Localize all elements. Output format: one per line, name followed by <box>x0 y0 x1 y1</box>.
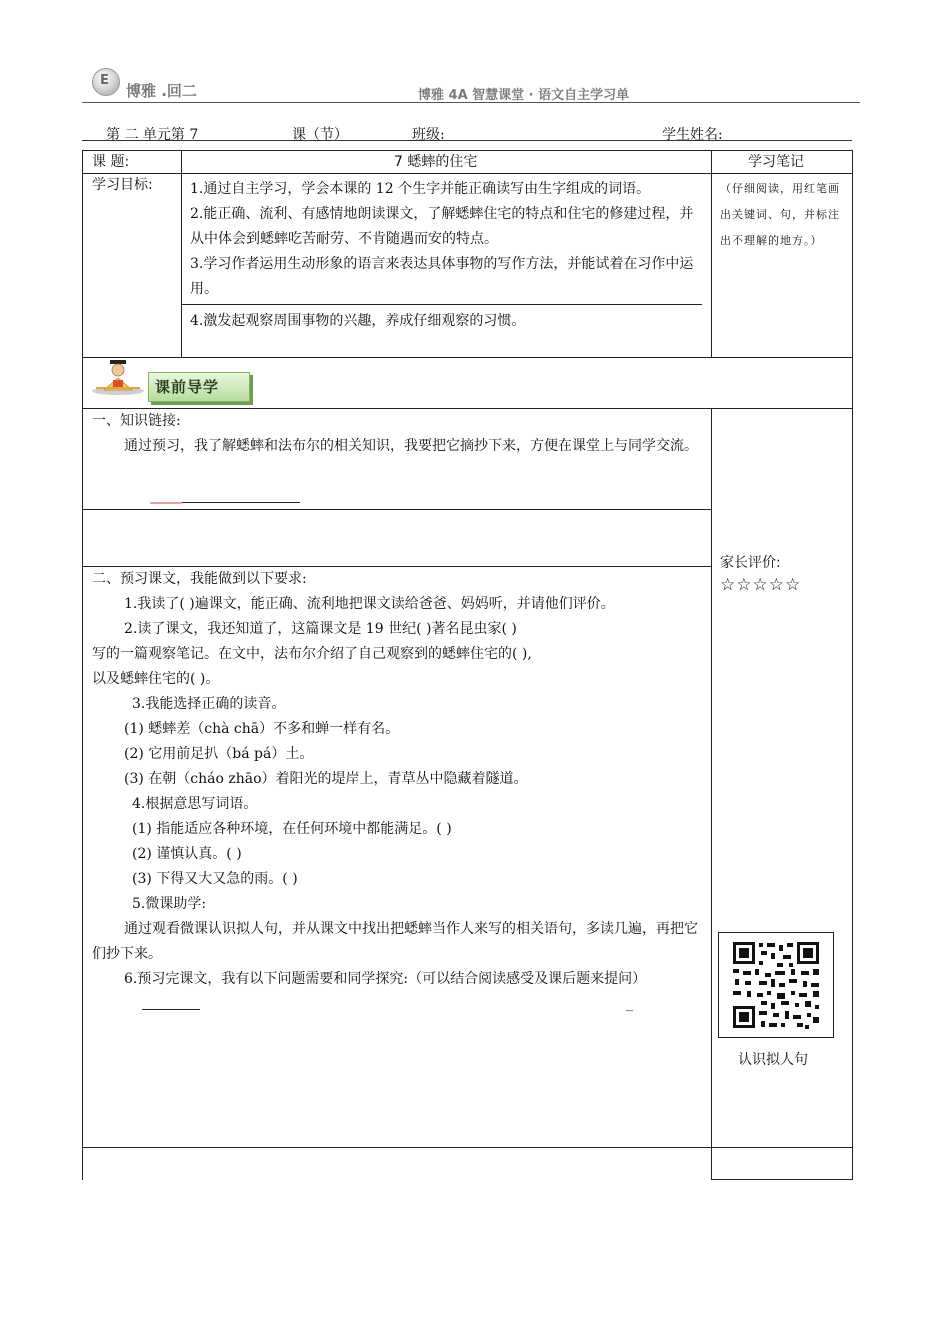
question-6-answer-line[interactable] <box>142 1009 200 1010</box>
question-5: 5.微课助学: <box>132 896 207 912</box>
learning-goal-item: 1.通过自主学习，学会本课的 12 个生字并能正确读写由生字组成的词语。 <box>190 181 651 197</box>
brand-logo-icon <box>92 68 120 96</box>
header-rule <box>82 102 860 103</box>
learning-goals-list <box>190 177 706 334</box>
question-4-item: (1) 指能适应各种环境，在任何环境中都能满足。( ) <box>132 821 452 837</box>
question-2-line-2: 写的一篇观察笔记。在文中，法布尔介绍了自己观察到的蟋蟀住宅的( ), <box>92 646 532 662</box>
preview-section <box>92 567 706 992</box>
question-2-line-1: 2.读了课文，我还知道了，这篇课文是 19 世纪( )著名昆虫家( ) <box>124 621 517 637</box>
topic-label: 课 题: <box>92 154 130 170</box>
stray-underscore: _ <box>626 996 633 1012</box>
question-5-text: 通过观看微课认识拟人句，并从课文中找出把蟋蟀当作人来写的相关语句，多读几遍，再把它们抄下来。 <box>92 921 698 962</box>
preview-heading: 二、预习课文，我能做到以下要求: <box>92 571 307 587</box>
goal-divider <box>182 304 702 305</box>
question-1: 1.我读了( )遍课文，能正确、流利地把课文读给爸爸、妈妈听，并请他们评价。 <box>124 596 615 612</box>
question-4-item: (2) 谨慎认真。( ) <box>132 846 242 862</box>
question-3: 3.我能选择正确的读音。 <box>132 696 286 712</box>
lesson-section-label: 课（节） <box>292 127 348 143</box>
parent-eval-stars[interactable]: ☆☆☆☆☆ <box>720 575 802 595</box>
study-notes-header: 学习笔记 <box>748 154 804 170</box>
qr-caption: 认识拟人句 <box>738 1052 808 1068</box>
pre-study-banner-text: 课前导学 <box>155 378 220 396</box>
question-2-line-3: 以及蟋蟀住宅的( )。 <box>92 671 220 687</box>
lesson-title: 7 蟋蟀的住宅 <box>394 154 478 170</box>
question-4-item: (3) 下得又大又急的雨。( ) <box>132 871 298 887</box>
unit-line-rule <box>82 140 852 141</box>
notes-hint: （仔细阅读，用红笔画出关键词、句，并标注出不理解的地方。） <box>720 182 840 247</box>
parent-eval-label: 家长评价: <box>720 555 781 571</box>
knowledge-link-text: 通过预习，我了解蟋蟀和法布尔的相关知识，我要把它摘抄下来，方便在课堂上与同学交流。 <box>124 438 698 454</box>
scholar-reading-icon <box>90 356 146 396</box>
question-6: 6.预习完课文，我有以下问题需要和同学探究:（可以结合阅读感受及课后题来提问） <box>124 971 647 987</box>
header-title: 博雅 4A 智慧课堂 · 语文自主学习单 <box>418 88 630 103</box>
red-pen-mark <box>150 502 182 504</box>
question-3-item: (2) 它用前足扒（bá pá）土。 <box>124 746 314 762</box>
pre-study-banner <box>148 372 250 402</box>
qr-code-icon[interactable] <box>718 932 834 1038</box>
learning-goals-label: 学习目标: <box>92 177 153 193</box>
class-label: 班级: <box>412 127 445 143</box>
learning-goal-item: 3.学习作者运用生动形象的语言来表达具体事物的写作方法，并能试着在习作中运用。 <box>190 256 694 297</box>
knowledge-link-heading: 一、知识链接: <box>92 413 181 429</box>
learning-goal-item: 4.激发起观察周围事物的兴趣，养成仔细观察的习惯。 <box>190 313 526 329</box>
brand-logo-glyph: E <box>100 73 109 88</box>
learning-goal-item: 2.能正确、流利、有感情地朗读课文，了解蟋蟀住宅的特点和住宅的修建过程，并从中体会到蟋蟀吃苦耐劳、不肯随遇而安的特点。 <box>190 206 694 247</box>
student-name-label: 学生姓名: <box>662 127 723 143</box>
question-3-item: (3) 在朝（cháo zhāo）着阳光的堤岸上，青草丛中隐藏着隧道。 <box>124 771 528 787</box>
brand-name: 博雅 .回二 <box>126 82 197 100</box>
question-4: 4.根据意思写词语。 <box>132 796 258 812</box>
unit-lesson-label: 第 二 单元第 7 <box>106 127 199 143</box>
question-3-item: (1) 蟋蟀差（chà chā）不多和蝉一样有名。 <box>124 721 400 737</box>
